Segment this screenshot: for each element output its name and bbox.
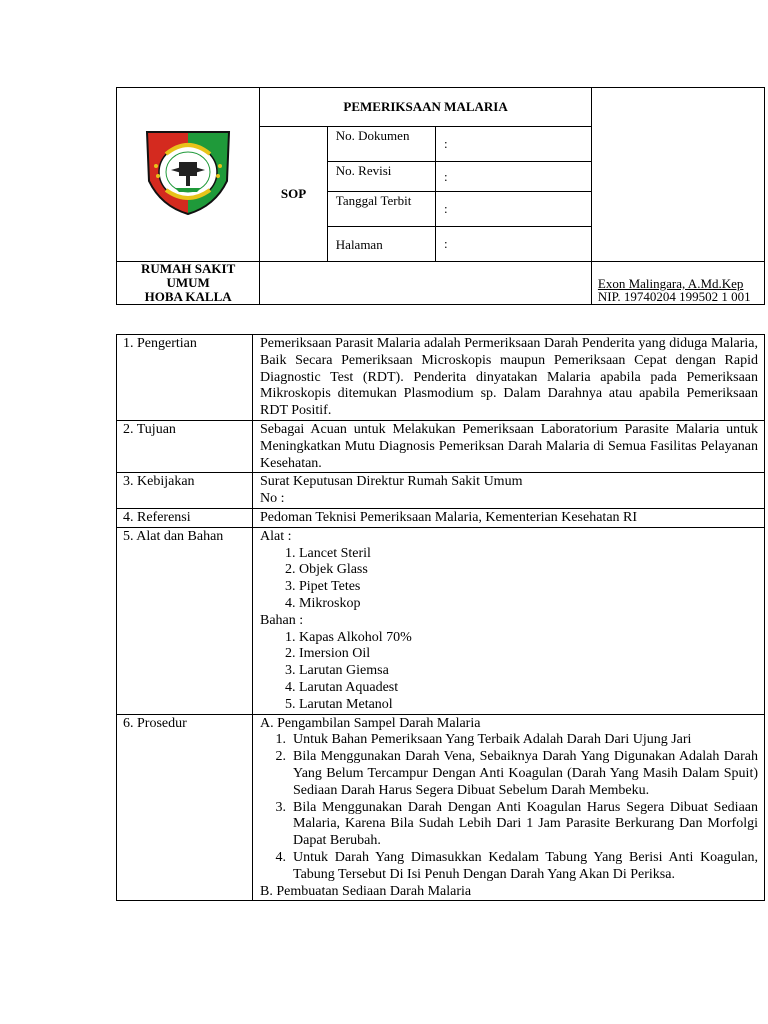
hospital-name [117, 262, 260, 305]
row-key-pengertian: 1. Pengertian [117, 335, 253, 421]
row-key-prosedur: 6. Prosedur [117, 714, 253, 901]
signatory-name: Exon Malingara, A.Md.Kep [597, 276, 744, 291]
bahan-item: 2. Imersion Oil [285, 646, 371, 662]
row-value-prosedur [253, 714, 765, 901]
hospital-name-line3: HOBA KALLA [144, 289, 232, 304]
signatory-nip: NIP. 19740204 199502 1 001 [597, 289, 751, 304]
hospital-name-line1: RUMAH SAKIT [141, 261, 236, 276]
alat-item: 3. Pipet Tetes [285, 579, 361, 595]
bahan-item: 3. Larutan Giemsa [285, 663, 389, 679]
step-text: Bila Menggunakan Darah Vena, Sebaiknya Darah Yang Digunakan Adalah Darah Yang Belum Tercampur Dengan Anti Koagulan (Darah Yang Masih Dalam Spuit) Sediaan Darah Harus Segera Dibuat Sebelum Darah Membeku. [293, 749, 758, 798]
field-value-no-dokumen: : [436, 127, 592, 162]
step-number: 2. [275, 749, 286, 765]
step-text: Bila Menggunakan Darah Dengan Anti Koagulan Harus Segera Dibuat Sediaan Malaria, Karena Bila Sudah Lebih Dari 1 Jam Parasite Berkurang Dan Morfolgi Dapat Berubah. [293, 799, 758, 849]
row-key-referensi: 4. Referensi [117, 508, 253, 527]
prosedur-step [260, 749, 758, 799]
bahan-label: Bahan : [260, 612, 304, 628]
prosedur-section-a: A. Pengambilan Sampel Darah Malaria [260, 715, 481, 731]
row-key-tujuan: 2. Tujuan [117, 420, 253, 472]
alat-item: 4. Mikroskop [285, 595, 361, 611]
row-value-alat-bahan [253, 527, 765, 714]
step-text: Untuk Bahan Pemeriksaan Yang Terbaik Adalah Darah Dari Ujung Jari [293, 732, 692, 748]
kebijakan-line2: No : [260, 491, 285, 507]
step-number: 3. [275, 799, 286, 815]
hospital-name-line2: UMUM [166, 275, 210, 290]
prosedur-step [260, 850, 758, 884]
prosedur-section-b: B. Pembuatan Sediaan Darah Malaria [260, 883, 472, 899]
bahan-item: 4. Larutan Aquadest [285, 679, 399, 695]
field-value-no-revisi: : [436, 162, 592, 192]
prosedur-step [260, 732, 758, 749]
row-value-tujuan: Sebagai Acuan untuk Melakukan Pemeriksaan Laboratorium Parasite Malaria untuk Meningkatkan Mutu Diagnosis Pemeriksan Darah Malaria di Semua Fasilitas Pelayanan Kesehatan. [253, 420, 765, 472]
sop-content-table [116, 334, 765, 901]
row-value-kebijakan [253, 473, 765, 509]
field-value-tanggal-terbit: : [436, 192, 592, 227]
bahan-item: 1. Kapas Alkohol 70% [285, 629, 412, 645]
step-number: 4. [275, 849, 286, 865]
row-value-referensi: Pedoman Teknisi Pemeriksaan Malaria, Kementerian Kesehatan RI [253, 508, 765, 527]
field-label-no-dokumen: No. Dokumen [327, 127, 435, 162]
alat-item: 1. Lancet Steril [285, 545, 371, 561]
signatory [591, 262, 764, 305]
field-value-halaman: : [436, 227, 592, 262]
step-number: 1. [275, 732, 286, 748]
alat-label: Alat : [260, 528, 292, 544]
kebijakan-line1: Surat Keputusan Direktur Rumah Sakit Umum [260, 474, 523, 490]
blank-cell [260, 262, 592, 305]
alat-item: 2. Objek Glass [285, 562, 368, 578]
field-label-tanggal-terbit: Tanggal Terbit [327, 192, 435, 227]
prosedur-step [260, 800, 758, 850]
sop-header-table [116, 87, 765, 305]
field-label-no-revisi: No. Revisi [327, 162, 435, 192]
row-key-alat-bahan: 5. Alat dan Bahan [117, 527, 253, 714]
approval-box [591, 88, 764, 262]
row-key-kebijakan: 3. Kebijakan [117, 473, 253, 509]
row-value-pengertian: Pemeriksaan Parasit Malaria adalah Permeriksaan Darah Penderita yang diduga Malaria, Baik Secara Pemeriksaan Microskopis maupun Pemeriksaan Cepat dengan Rapid Diagnostic Test (RDT). Penderita dinyatakan Malaria apabila pada Pemeriksaan Mikroskopis ditemukan Plasmodium sp. Dalam Darahnya atau apabila Pemeriksaan RDT Positif. [253, 335, 765, 421]
logo-cell [117, 88, 260, 262]
sop-label: SOP [260, 127, 328, 262]
bahan-item: 5. Larutan Metanol [285, 696, 393, 712]
step-text: Untuk Darah Yang Dimasukkan Kedalam Tabung Yang Berisi Anti Koagulan, Tabung Tersebut Di Isi Penuh Dengan Darah Yang Akan Di Periksa. [293, 849, 758, 882]
field-label-halaman: Halaman [327, 227, 435, 262]
hospital-logo [141, 126, 235, 220]
document-title: PEMERIKSAAN MALARIA [260, 88, 592, 127]
